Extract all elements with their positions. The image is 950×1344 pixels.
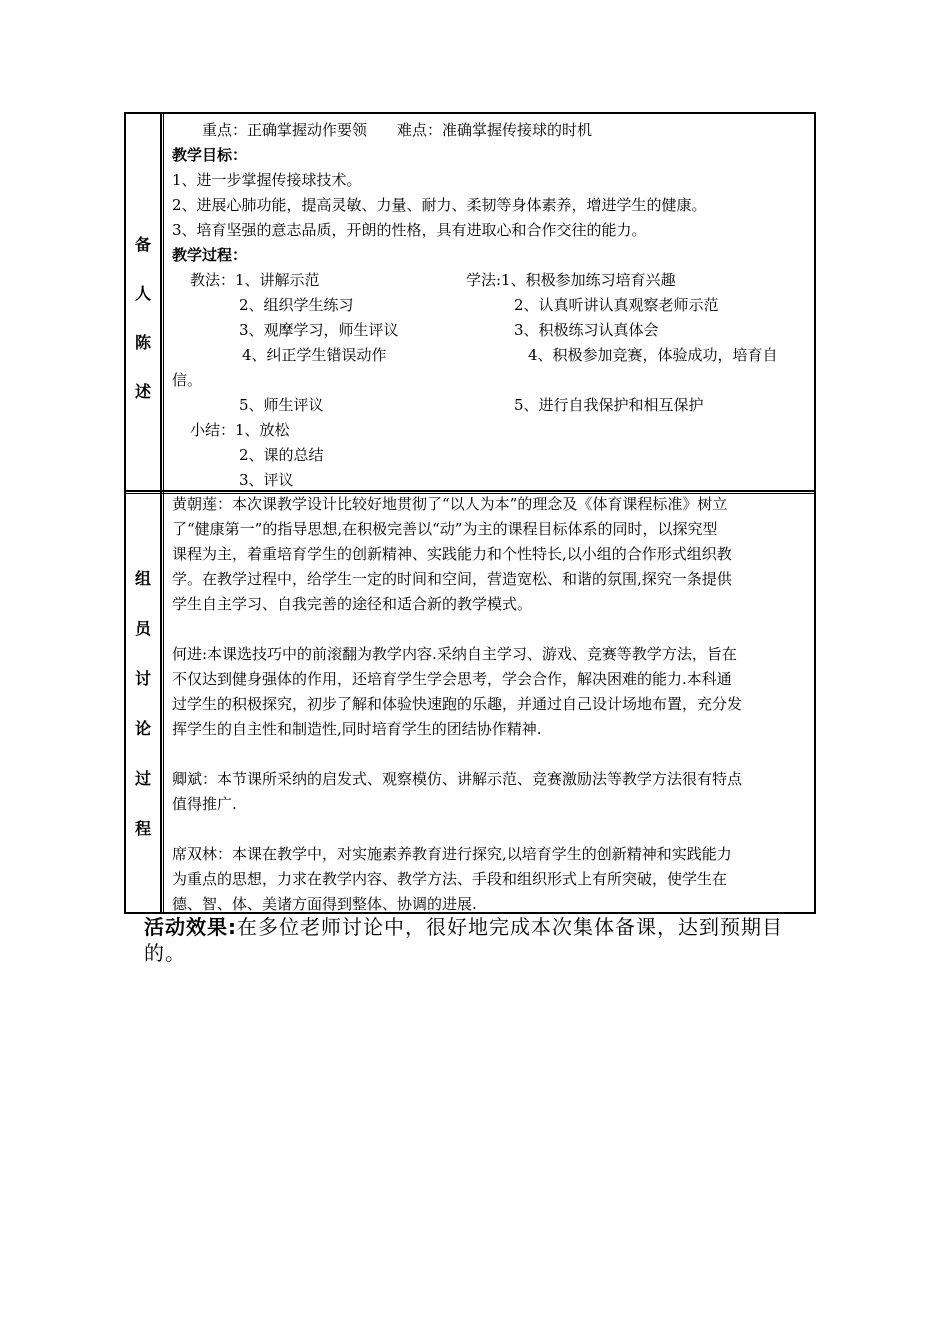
side-char: 论 <box>134 719 151 738</box>
discussion-paragraph <box>172 642 812 742</box>
side-char: 组 <box>134 569 151 588</box>
teach-method: 4、纠正学生错误动作 <box>242 346 387 364</box>
paragraph-line: 卿斌：本节课所采纳的启发式、观察模仿、讲解示范、竞赛激励法等教学方法很有特点 <box>172 770 743 788</box>
side-char: 备 <box>134 235 151 254</box>
side-char: 讨 <box>134 669 151 688</box>
side-char: 述 <box>134 382 151 401</box>
teach-method: 5、师生评议 <box>239 396 324 414</box>
method-row <box>172 318 812 343</box>
discussion-paragraph <box>172 767 812 817</box>
result-label: 活动效果: <box>144 915 237 939</box>
side-char: 过 <box>134 769 151 788</box>
summary-item: 小结：1、放松 <box>190 421 290 439</box>
paragraph-line: 了“健康第一”的指导思想,在积极完善以“动”为主的课程目标体系的同时，以探究型 <box>172 520 718 538</box>
learn-method: 3、积极练习认真体会 <box>514 321 659 339</box>
goal-item: 2、进展心肺功能，提高灵敏、力量、耐力、柔韧等身体素养，增进学生的健康。 <box>172 196 707 214</box>
paragraph-line: 黄朝莲：本次课教学设计比较好地贯彻了“以人为本”的理念及《体育课程标准》树立 <box>172 495 728 513</box>
learn-method: 2、认真听讲认真观察老师示范 <box>514 296 719 314</box>
wrap-line: 信。 <box>172 371 203 389</box>
paragraph-line: 值得推广. <box>172 795 237 813</box>
teach-method: 3、观摩学习，师生评议 <box>239 321 399 339</box>
goal-item: 1、进一步掌握传接球技术。 <box>172 171 362 189</box>
teach-method: 教法：1、讲解示范 <box>190 271 320 289</box>
goals-title: 教学目标： <box>172 146 248 164</box>
discussion-paragraph <box>172 842 812 917</box>
side-char: 程 <box>134 819 151 838</box>
learn-method: 4、积极参加竞赛，体验成功，培育自 <box>528 346 778 364</box>
learn-method: 5、进行自我保护和相互保护 <box>514 396 704 414</box>
discussion-cell <box>172 492 812 917</box>
paragraph-line: 何进:本课选技巧中的前滚翻为教学内容.采纳自主学习、游戏、竞赛等教学方法，旨在 <box>172 645 737 663</box>
section2-side-label <box>126 566 160 866</box>
column-divider-inner <box>163 114 164 912</box>
paragraph-line: 过学生的积极探究，初步了解和体验快速跑的乐趣，并通过自己设计场地布置，充分发 <box>172 695 743 713</box>
paragraph-line: 德、智、体、美诸方面得到整体、协调的进展. <box>172 895 477 913</box>
discussion-paragraph <box>172 492 812 617</box>
learn-method: 学法:1、积极参加练习培育兴趣 <box>466 271 676 289</box>
side-char: 员 <box>134 619 151 638</box>
paragraph-line: 不仅达到健身强体的作用，还培育学生学会思考，学会合作，解决困难的能力.本科通 <box>172 670 732 688</box>
paragraph-line: 席双林：本课在教学中，对实施素养教育进行探究,以培育学生的创新精神和实践能力 <box>172 845 732 863</box>
paragraph-line: 学生自主学习、自我完善的途径和适合新的教学模式。 <box>172 595 533 613</box>
method-row <box>172 393 812 418</box>
method-row <box>172 268 812 293</box>
section1-side-label <box>126 232 160 428</box>
side-char: 陈 <box>134 333 151 352</box>
process-title: 教学过程： <box>172 246 248 264</box>
side-char: 人 <box>134 284 151 303</box>
method-row <box>172 343 812 368</box>
personal-statement-cell <box>172 118 812 493</box>
paragraph-line: 学。在教学过程中，给学生一定的时间和空间，营造宽松、和谐的氛围,探究一条提供 <box>172 570 732 588</box>
goal-item: 3、培育坚强的意志品质，开朗的性格，具有进取心和合作交往的能力。 <box>172 221 647 239</box>
lesson-table <box>124 112 816 914</box>
paragraph-line: 为重点的思想，力求在教学内容、教学方法、手段和组织形式上有所突破，使学生在 <box>172 870 728 888</box>
activity-result <box>144 914 814 966</box>
method-row <box>172 293 812 318</box>
teach-method: 2、组织学生练习 <box>239 296 354 314</box>
summary-item: 3、评议 <box>239 471 294 489</box>
summary-item: 2、课的总结 <box>239 446 324 464</box>
column-divider <box>160 114 162 912</box>
focus-line: 重点：正确掌握动作要领 难点：准确掌握传接球的时机 <box>202 121 593 139</box>
paragraph-line: 课程为主，着重培育学生的创新精神、实践能力和个性特长,以小组的合作形式组织教 <box>172 545 732 563</box>
result-text: 在多位老师讨论中，很好地完成本次集体备课，达到预期目的。 <box>144 915 783 965</box>
paragraph-line: 挥学生的自主性和制造性,同时培育学生的团结协作精神. <box>172 720 542 738</box>
